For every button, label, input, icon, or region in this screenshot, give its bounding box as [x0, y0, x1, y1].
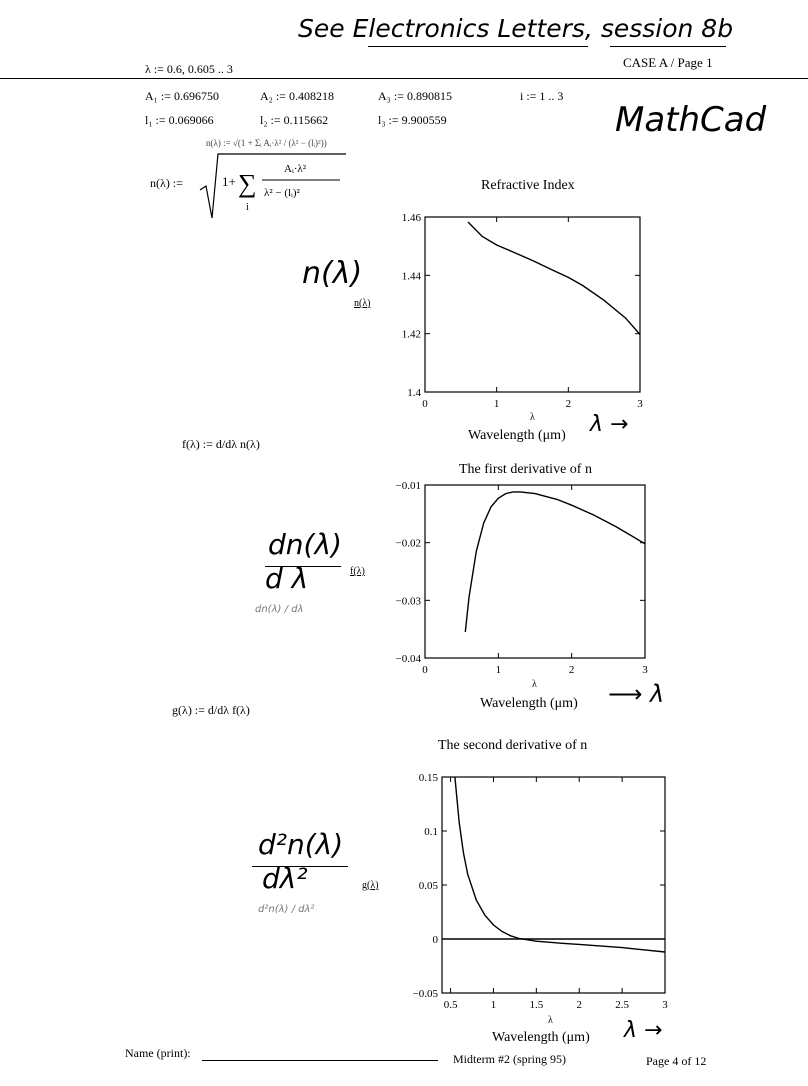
x-tick-label: 1 [495, 664, 502, 676]
x-tick-label: 1.5 [529, 999, 544, 1011]
y-tick-label: −0.02 [395, 537, 421, 550]
chart-title-3: The second derivative of n [438, 738, 588, 753]
chart-title-1: Refractive Index [481, 178, 575, 193]
exam-label: Midterm #2 (spring 95) [453, 1052, 566, 1066]
chart-refractive-index [380, 205, 660, 425]
y-tick-label: −0.04 [395, 653, 421, 665]
y-tick-label: 1.46 [401, 212, 421, 224]
plot-frame [425, 217, 640, 392]
x-tick-label: 1 [490, 999, 497, 1011]
y-tick-label: 0.1 [424, 826, 438, 838]
header-rule [0, 78, 808, 79]
y-tick-label: 0.15 [418, 772, 438, 784]
chart-second-derivative [390, 765, 680, 1027]
handwritten-lambda-arrow-3: λ → [624, 1018, 663, 1043]
header-underline [368, 46, 588, 47]
radical-sign [198, 150, 348, 222]
x-tick-label: 2 [565, 398, 572, 410]
y-tick-label: 1.42 [401, 328, 421, 341]
chart-first-derivative [360, 475, 660, 685]
y-tick-label: 0.05 [418, 880, 438, 892]
name-underline [202, 1060, 438, 1061]
lambda-range: λ := 0.6, 0.605 .. 3 [145, 62, 233, 76]
chart-title-2: The first derivative of n [459, 462, 592, 477]
plot-frame [442, 777, 665, 993]
svg-text:1+: 1+ [222, 174, 236, 189]
chart-2-xlabel: Wavelength (μm) [480, 696, 578, 711]
constant-A1: A₁ := 0.696750 [145, 89, 219, 103]
constant-l2: l₂ := 0.115662 [260, 113, 329, 127]
y-tick-label: 1.44 [401, 270, 421, 283]
mathcad-note: MathCad [615, 100, 767, 140]
handwritten-d2n-den: dλ² [262, 862, 308, 895]
handwritten-d2n-num: d²n(λ) [258, 828, 344, 861]
handwritten-dn-den: d λ [265, 562, 309, 595]
n-definition-lhs: n(λ) := [150, 176, 183, 190]
chart-3-ylabel: g(λ) [362, 880, 379, 891]
x-tick-label: 0 [422, 398, 428, 410]
n-definition [150, 138, 350, 225]
handwritten-header-note: See Electronics Letters, session 8b [298, 14, 734, 43]
chart-3-xvar: λ [548, 1015, 553, 1026]
plot-frame [425, 485, 645, 658]
n-definition-text: n(λ) := √(1 + Σᵢ Aᵢ·λ² / (λ² − (lᵢ)²)) [206, 138, 327, 148]
svg-text:∑: ∑ [238, 169, 257, 198]
handwritten-lambda-arrow-1: λ → [590, 412, 629, 437]
constant-A2: A₂ := 0.408218 [260, 89, 334, 103]
page-number: Page 4 of 12 [646, 1054, 707, 1068]
x-tick-label: 2.5 [615, 999, 629, 1011]
handwritten-dn-num: dn(λ) [268, 528, 342, 561]
chart-3-xlabel: Wavelength (μm) [492, 1030, 590, 1045]
chart-1-ylabel: n(λ) [354, 298, 371, 309]
case-page: CASE A / Page 1 [623, 55, 713, 70]
g-definition: g(λ) := d/dλ f(λ) [172, 703, 250, 717]
series-line-curve [465, 492, 645, 632]
chart-2-xvar: λ [532, 679, 537, 690]
constant-A3: A₃ := 0.890815 [378, 89, 452, 103]
x-tick-label: 0 [422, 664, 428, 676]
y-tick-label: −0.01 [395, 480, 421, 492]
series-line-curve [455, 777, 665, 952]
x-tick-label: 2 [568, 664, 575, 676]
x-tick-label: 2 [576, 999, 582, 1011]
x-tick-label: 1 [493, 398, 500, 410]
f-definition: f(λ) := d/dλ n(λ) [182, 437, 260, 451]
x-tick-label: 0.5 [443, 999, 458, 1011]
handwritten-d2n-label: d²n(λ) / dλ² [258, 904, 315, 915]
header-underline-2 [610, 46, 726, 47]
y-tick-label: −0.03 [395, 595, 421, 608]
svg-text:λ² − (lᵢ)²: λ² − (lᵢ)² [264, 187, 300, 199]
x-tick-label: 3 [662, 999, 668, 1011]
x-tick-label: 3 [637, 398, 643, 410]
svg-text:i: i [246, 202, 249, 213]
name-label: Name (print): [125, 1046, 191, 1060]
constant-l1: l₁ := 0.069066 [145, 113, 214, 127]
constant-l3: l₃ := 9.900559 [378, 113, 447, 127]
chart-1-xlabel: Wavelength (μm) [468, 428, 566, 443]
svg-text:Aᵢ·λ²: Aᵢ·λ² [284, 163, 307, 175]
index-range: i := 1 .. 3 [520, 89, 564, 103]
x-tick-label: 3 [642, 664, 648, 676]
series-line-curve [468, 222, 640, 335]
chart-1-xvar: λ [530, 412, 535, 423]
handwritten-dn-label: dn(λ) / dλ [255, 604, 304, 615]
handwritten-lambda-arrow-2: ⟶ λ [608, 680, 665, 708]
handwritten-n: n(λ) [302, 256, 363, 291]
y-tick-label: 1.4 [407, 387, 421, 399]
chart-2-ylabel: f(λ) [350, 566, 365, 577]
y-tick-label: −0.05 [412, 988, 438, 1000]
y-tick-label: 0 [432, 934, 438, 946]
